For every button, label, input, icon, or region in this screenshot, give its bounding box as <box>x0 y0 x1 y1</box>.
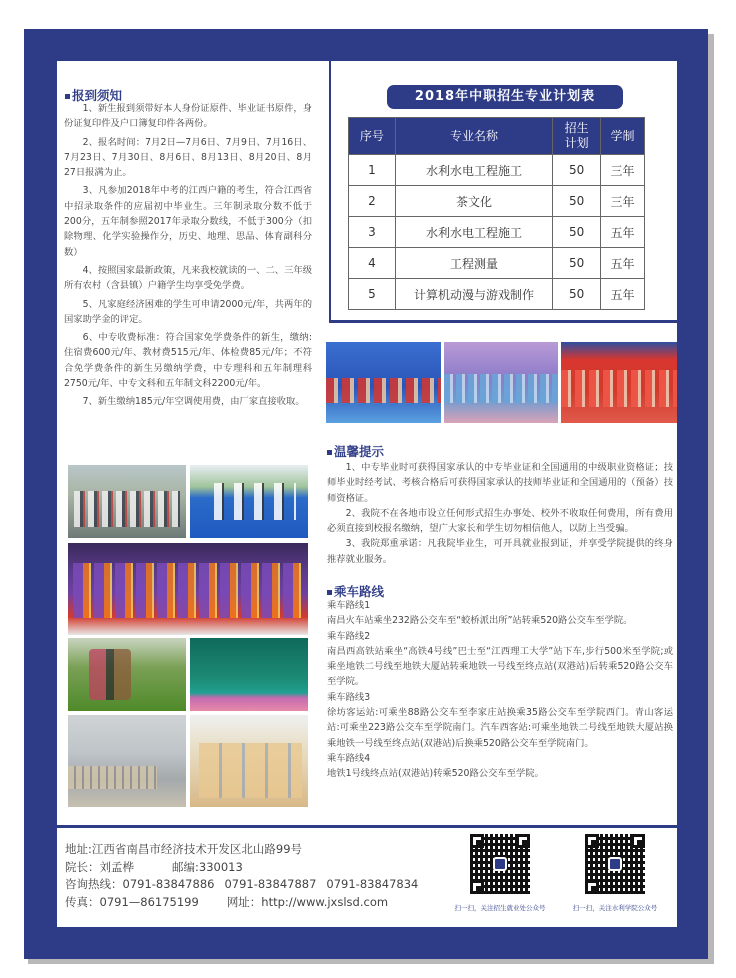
hotline-1: 0791-83847886 <box>122 877 215 891</box>
table-row <box>349 248 645 279</box>
registration-heading: 报到须知 <box>65 86 122 104</box>
qr-caption-college: 扫一扫，关注水利学院公众号 <box>572 904 658 912</box>
photo-choir <box>68 543 308 635</box>
header-duration: 学制 <box>601 118 645 155</box>
photo-red-costume-dance <box>561 342 677 423</box>
bullet-square-icon <box>327 450 332 455</box>
route-label: 乘车路线3 <box>327 691 371 703</box>
hotline-2: 0791-83847887 <box>224 877 317 891</box>
photo-dormitory <box>190 715 308 807</box>
hotline-3: 0791-83847834 <box>326 877 419 891</box>
tip-item: 1、中专毕业时可获得国家承认的中专毕业证和全国通用的中级职业资格证；技师毕业时经考试、考核合格后可获得国家承认的技师毕业证和全国通用的（预备）技师资格证。 <box>327 462 673 504</box>
cell-quota: 50 <box>553 186 601 217</box>
cell-quota: 50 <box>553 279 601 310</box>
cell-index: 2 <box>349 186 396 217</box>
header-index: 序号 <box>349 118 396 155</box>
registration-item: 7、新生缴纳185元/年空调使用费，由厂家直接收取。 <box>82 396 305 408</box>
registration-item: 1、新生报到须带好本人身份证原件、毕业证书原件，身份证复印件及户口簿复印件各两份。 <box>64 103 312 130</box>
website-link[interactable]: 网址：http://www.jxslsd.com <box>226 894 389 909</box>
route-label: 乘车路线1 <box>327 600 371 611</box>
cell-quota: 50 <box>553 155 601 186</box>
cell-major: 茶文化 <box>395 186 552 217</box>
cell-index: 4 <box>349 248 396 279</box>
cell-duration: 三年 <box>601 155 645 186</box>
tips-section <box>327 460 673 567</box>
routes-section <box>327 598 673 782</box>
tip-item: 2、我院不在各地市设立任何形式招生办事处、校外不收取任何费用，所有费用必须直接到校报名缴纳，望广大家长和学生切勿相信他人，以防上当受骗。 <box>327 507 673 535</box>
address: 地址:江西省南昌市经济技术开发区北山路99号 <box>65 842 303 856</box>
route-text: 地铁1号线终点站(双港站)转乘520路公交车至学院。 <box>327 768 544 780</box>
cell-duration: 五年 <box>601 279 645 310</box>
cell-major: 水利水电工程施工 <box>395 155 552 186</box>
registration-notice <box>64 101 312 413</box>
flyer-content <box>57 61 677 927</box>
registration-item: 6、中专收费标准：符合国家免学费条件的新生，缴纳:住宿费600元/年、教材费515元/年、体检费85元/年；不符合免学费条件的新生另缴纳学费，中专理科和五年制理科2750元/年、中专文科和五年制文科2200元/年。 <box>64 332 312 390</box>
qr-caption-admissions: 扫一扫，关注招生就业处公众号 <box>454 904 546 912</box>
fax: 传真：0791—86175199 <box>65 894 199 909</box>
qr-code-college <box>585 834 645 894</box>
header-quota: 招生 计划 <box>553 118 601 155</box>
cell-duration: 三年 <box>601 186 645 217</box>
route-label: 乘车路线4 <box>327 752 371 764</box>
registration-item: 2、报名时间：7月2日—7月6日、7月9日、7月16日、7月23日、7月30日、8月6日、8月13日、8月20日、8月27日报满为止。 <box>64 136 312 179</box>
cell-duration: 五年 <box>601 217 645 248</box>
tips-heading: 温馨提示 <box>327 442 384 460</box>
postcode: 邮编:330013 <box>172 859 243 874</box>
table-row <box>349 279 645 310</box>
photo-canteen <box>68 715 186 807</box>
footer-divider <box>57 825 677 828</box>
photo-students-group <box>68 465 186 538</box>
table-panel-bottom-border <box>329 320 677 323</box>
cell-index: 3 <box>349 217 396 248</box>
cell-major: 工程测量 <box>395 248 552 279</box>
bullet-square-icon <box>327 590 332 595</box>
route-text: 徐坊客运站:可乘坐88路公交车至李家庄站换乘35路公交车至学院西门。青山客运站:可乘坐223路公交车至学院南门。汽车西客站:可乘坐地铁二号线至地铁大厦站换乘地铁一号线至终点站(双港站)后换乘520路公交车至学院南门。 <box>327 707 673 749</box>
president: 院长：刘孟桦 <box>65 859 134 874</box>
cell-index: 1 <box>349 155 396 186</box>
photo-officials-track <box>190 465 308 538</box>
photo-stage-dance-red <box>326 342 441 423</box>
column-divider <box>329 61 331 321</box>
route-text: 南昌火车站乘坐232路公交车至“蛟桥派出所”站转乘520路公交车至学院。 <box>327 615 633 627</box>
plan-table-title: 2018年中职招生专业计划表 <box>387 85 623 109</box>
registration-item: 5、凡家庭经济困难的学生可申请2000元/年，共两年的国家助学金的评定。 <box>64 298 312 325</box>
cell-quota: 50 <box>553 217 601 248</box>
photo-stage-dance-green <box>190 638 308 711</box>
registration-item: 3、凡参加2018年中考的江西户籍的考生，符合江西省中招录取条件的应届初中毕业生。三年制录取分数不低于200分，五年制参照2017年录取分数线，不低于300分（扣除物理、化学实验操作分，历史、地理、思品、体育副科分数） <box>64 185 312 258</box>
photo-students-garden <box>68 638 186 711</box>
routes-heading: 乘车路线 <box>327 582 384 600</box>
hotline-label: 咨询热线： <box>65 877 123 891</box>
bullet-square-icon <box>65 94 70 99</box>
contact-info <box>65 841 418 911</box>
tip-item: 3、我院郑重承诺：凡我院毕业生，可开具就业报到证，并享受学院提供的终身推荐就业服务。 <box>327 538 673 565</box>
table-row <box>349 155 645 186</box>
header-major: 专业名称 <box>395 118 552 155</box>
cell-quota: 50 <box>553 248 601 279</box>
registration-item: 4、按照国家最新政策，凡来我校就读的一、二、三年级所有农村（含县镇）户籍学生均享受免学费。 <box>64 264 312 292</box>
table-row <box>349 217 645 248</box>
photo-stage-performance-blue <box>444 342 558 423</box>
cell-major: 水利水电工程施工 <box>395 217 552 248</box>
qr-code-admissions <box>470 834 530 894</box>
route-label: 乘车路线2 <box>327 630 371 642</box>
cell-major: 计算机动漫与游戏制作 <box>395 279 552 310</box>
cell-index: 5 <box>349 279 396 310</box>
cell-duration: 五年 <box>601 248 645 279</box>
school-logo-icon <box>608 857 622 871</box>
route-text: 南昌西高铁站乘坐“高铁4号线”巴士至“江西理工大学”站下车,步行500米至学院;或乘坐地铁二号线至地铁大厦站转乘地铁一号线至终点站(双港站)后转乘520路公交车至学院。 <box>327 645 673 688</box>
enrollment-plan-table <box>348 117 645 310</box>
table-header-row <box>349 118 645 155</box>
table-row <box>349 186 645 217</box>
school-logo-icon <box>493 857 507 871</box>
